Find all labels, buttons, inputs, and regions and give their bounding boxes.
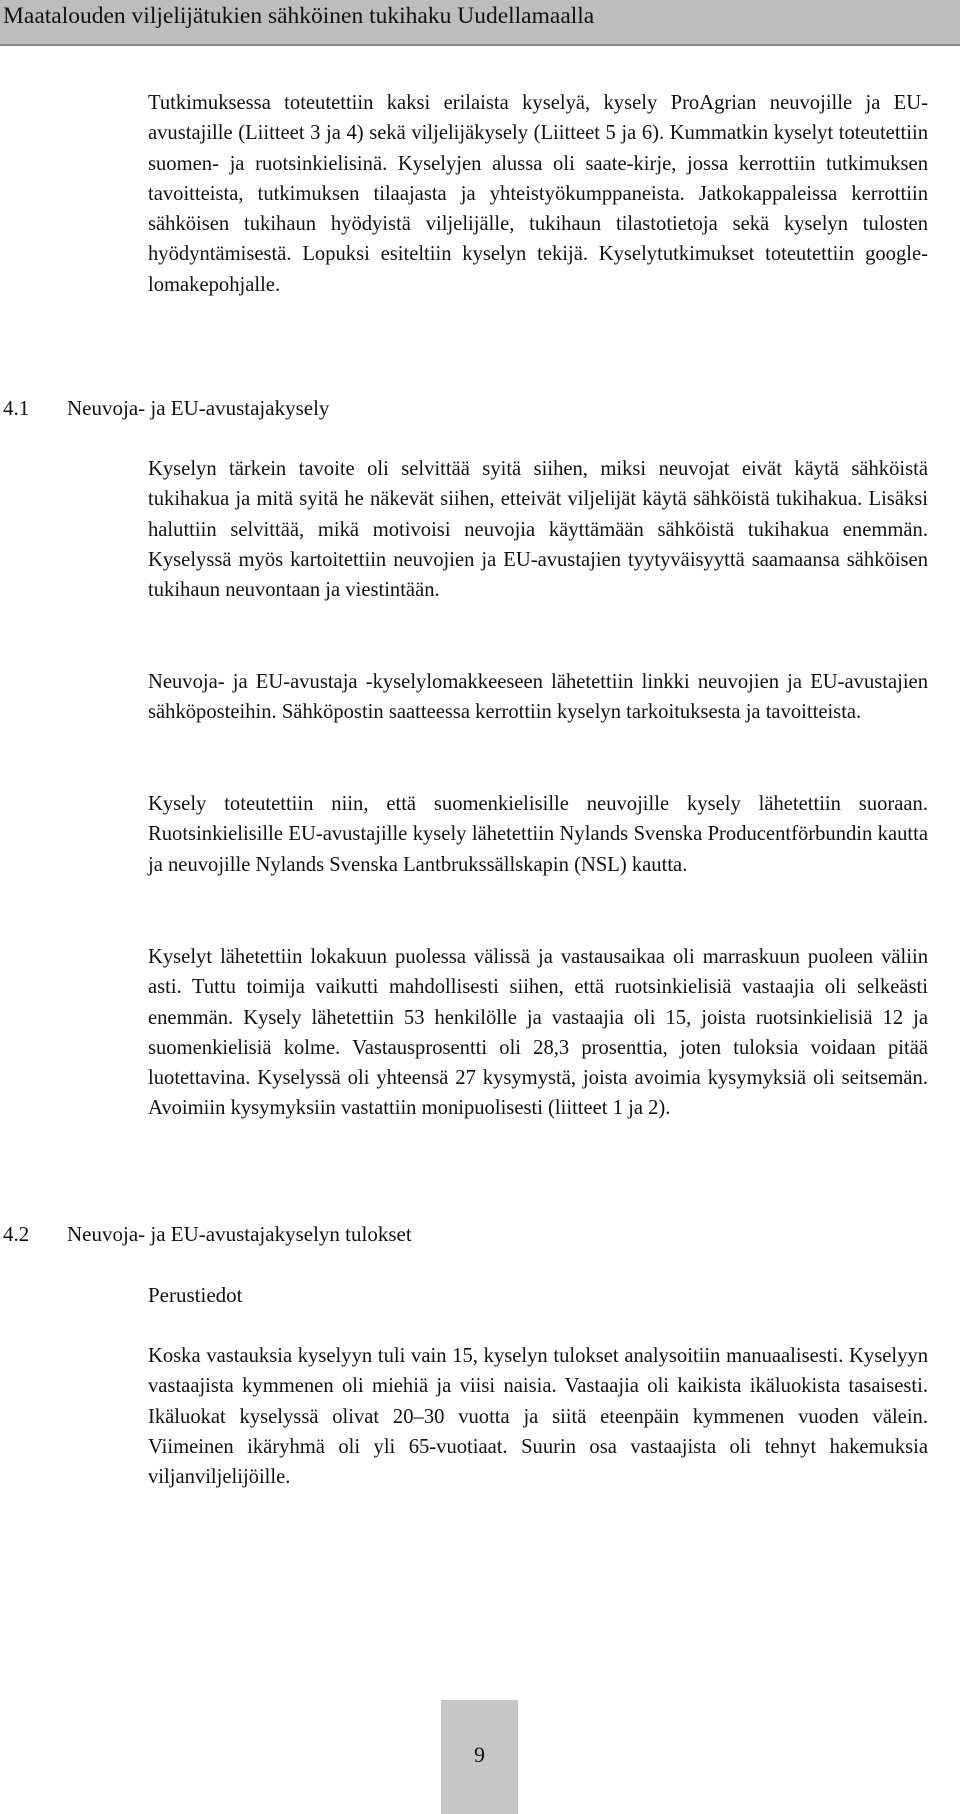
running-header — [0, 0, 960, 46]
page-number: 9 — [474, 1742, 485, 1767]
paragraph-survey-delivery: Kysely toteutettiin niin, että suomenkielisille neuvojille kysely lähetettiin suoraan. Ruotsinkielisille EU-avustajille kysely lähetettiin Nylands Svenska Producentförbundin kautta ja neuvojille Nylands Svenska Lantbrukssällskapin (NSL) kautta. — [148, 793, 928, 876]
paragraph-survey-goal: Kyselyn tärkein tavoite oli selvittää syitä siihen, miksi neuvojat eivät käytä sähköistä tukihakua ja mitä syitä he näkevät siihen, etteivät viljelijät käytä sähköistä tukihakua. Lisäksi haluttiin selvittää, mikä motivoisi neuvojia käyttämään sähköistä tukihakua enemmän. Kyselyssä myös kartoitettiin neuvojien ja EU-avustajien tyytyväisyyttä saamaansa sähköisen tukihaun neuvontaan ja viestintään. — [148, 458, 928, 602]
document-title: Maatalouden viljelijätukien sähköinen tukihaku Uudellamaalla — [3, 3, 595, 29]
paragraph-survey-response: Kyselyt lähetettiin lokakuun puolessa välissä ja vastausaikaa oli marraskuun puoleen väliin asti. Tuttu toimija vaikutti mahdollisesti siihen, että ruotsinkielisiä vastaajia oli selkeästi enemmän. Kysely lähetettiin 53 henkilölle ja vastaajia oli 15, joista ruotsinkielisiä 12 ja suomenkielisiä kolme. Vastausprosentti oli 28,3 prosenttia, joten tuloksia voidaan pitää luotettavina. Kyselyssä oli yhteensä 27 kysymystä, joista avoimia kysymyksiä oli seitsemän. Avoimiin kysymyksiin vastattiin monipuolisesti (liitteet 1 ja 2). — [148, 946, 928, 1120]
section-title: Neuvoja- ja EU-avustajakyselyn tulokset — [67, 1222, 412, 1246]
section-title: Neuvoja- ja EU-avustajakysely — [67, 396, 330, 420]
paragraph-basic-info: Koska vastauksia kyselyyn tuli vain 15, kyselyn tulokset analysoitiin manuaalisesti. Kyselyyn vastaajista kymmenen oli miehiä ja viisi naisia. Vastaajia oli kaikista ikäluokista tasaisesti. Ikäluokat kyselyssä olivat 20–30 vuotta ja siitä eteenpäin kymmenen vuoden välein. Viimeinen ikäryhmä oli yli 65-vuotiaat. Suurin osa vastaajista oli tehnyt hakemuksia viljanviljelijöille. — [148, 1345, 928, 1489]
section-number: 4.1 — [3, 396, 30, 420]
section-number: 4.2 — [3, 1222, 30, 1246]
section-heading-4-2 — [3, 1219, 412, 1249]
intro-paragraph: Tutkimuksessa toteutettiin kaksi erilaista kyselyä, kysely ProAgrian neuvojille ja EU-avustajille (Liitteet 3 ja 4) sekä viljelijäkysely (Liitteet 5 ja 6). Kummatkin kyselyt toteutettiin suomen- ja ruotsinkielisinä. Kyselyjen alussa oli saate-kirje, jossa kerrottiin tutkimuksen tavoitteista, tutkimuksen tilaajasta ja yhteistyökumppaneista. Jatkokappaleissa kerrottiin sähköisen tukihaun hyödyistä viljelijälle, tukihaun tilastotietoja sekä kyselyn tulosten hyödyntämisestä. Lopuksi esiteltiin kyselyn tekijä. Kyselytutkimukset toteutettiin google-lomakepohjalle. — [148, 92, 928, 296]
page-number-box — [441, 1700, 518, 1814]
subheading-perustiedot: Perustiedot — [148, 1283, 243, 1307]
paragraph-survey-link: Neuvoja- ja EU-avustaja -kyselylomakkeeseen lähetettiin linkki neuvojien ja EU-avustajien sähköposteihin. Sähköpostin saatteessa kerrottiin kyselyn tarkoituksesta ja tavoitteista. — [148, 671, 928, 724]
section-heading-4-1 — [3, 393, 329, 423]
